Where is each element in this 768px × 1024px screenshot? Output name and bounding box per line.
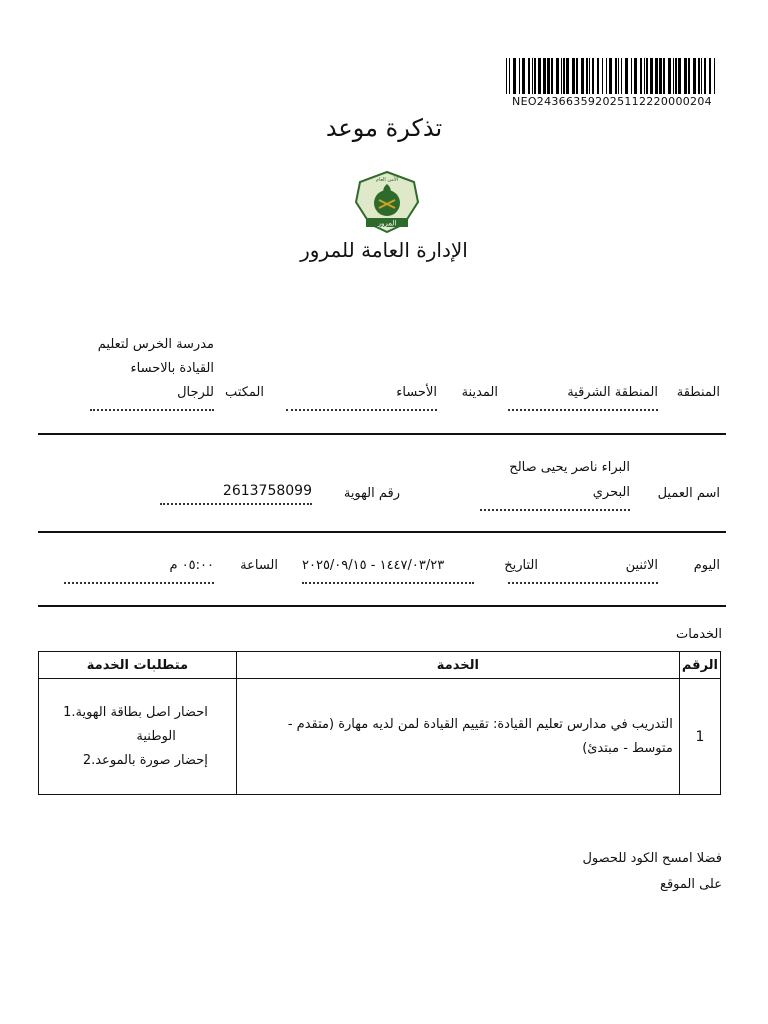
barcode-bar	[709, 58, 711, 94]
time-label: الساعة	[240, 558, 278, 573]
barcode-bar	[513, 58, 516, 94]
barcode-bar	[675, 58, 677, 94]
barcode-bar	[701, 58, 702, 94]
barcode-bar	[650, 58, 653, 94]
divider-3	[38, 605, 726, 607]
barcode-bar	[519, 58, 520, 94]
barcode-bar	[563, 58, 565, 94]
barcode-bar	[698, 58, 700, 94]
service-description	[236, 679, 679, 795]
barcode-number: NEO243663592025112220000204	[512, 95, 712, 108]
barcode-bar	[615, 58, 617, 94]
barcode-bar	[547, 58, 550, 94]
requirement-2: إحضار صورة بالموعد2.	[82, 752, 208, 768]
barcode-bar	[684, 58, 687, 94]
barcode-bar	[589, 58, 590, 94]
barcode-bar	[668, 58, 671, 94]
barcode-bar	[606, 58, 607, 94]
id-label: رقم الهوية	[343, 486, 400, 501]
barcode-bar	[509, 58, 510, 94]
barcode-bar	[693, 58, 696, 94]
traffic-department-logo	[352, 170, 422, 234]
barcode-bar	[625, 58, 628, 94]
col-requirements-header: متطلبات الخدمة	[39, 652, 237, 679]
date-value: ١٤٤٧/٠٣/٢٣ - ٢٠٢٥/٠٩/١٥	[302, 558, 474, 584]
table-row	[39, 679, 721, 795]
barcode-bar	[663, 58, 665, 94]
barcode-bar	[572, 58, 575, 94]
city-value: الأحساء	[286, 385, 437, 411]
requirement-1-cont: الوطنية	[136, 728, 176, 744]
barcode-bar	[704, 58, 706, 94]
logo-text-top: الأمن العام	[375, 177, 399, 183]
office-label: المكتب	[225, 385, 264, 400]
barcode-bar	[644, 58, 645, 94]
day-label: اليوم	[693, 558, 720, 573]
barcode-bar	[688, 58, 690, 94]
customer-name-line1: البراء ناصر يحيى صالح	[509, 460, 630, 475]
barcode-bar	[532, 58, 533, 94]
barcode-bar	[621, 58, 622, 94]
barcode-bar	[659, 58, 662, 94]
ticket-title: تذكرة موعد	[325, 114, 443, 142]
barcode-bar	[534, 58, 536, 94]
service-number: 1	[679, 679, 720, 795]
divider-1	[38, 433, 726, 435]
barcode-bar	[538, 58, 541, 94]
barcode-bar	[592, 58, 594, 94]
service-line2: متوسط - مبتدئ)	[582, 740, 673, 756]
barcode-bar	[556, 58, 559, 94]
barcode-bar	[634, 58, 637, 94]
department-name: الإدارة العامة للمرور	[300, 238, 468, 262]
barcode-bar	[551, 58, 553, 94]
barcode-bar	[561, 58, 562, 94]
barcode-bar	[543, 58, 546, 94]
logo-text-bottom: المرور	[377, 219, 397, 228]
office-value-line1: مدرسة الخرس لتعليم	[97, 337, 214, 352]
region-value: المنطقة الشرقية	[508, 385, 658, 411]
barcode-bar	[714, 58, 715, 94]
barcode-bar	[602, 58, 603, 94]
day-value: الاثنين	[508, 558, 658, 584]
services-table	[38, 651, 721, 795]
barcode-bar	[631, 58, 632, 94]
id-value: 2613758099	[160, 483, 312, 505]
barcode-bar	[566, 58, 569, 94]
scan-instruction-line1: فضلا امسح الكود للحصول	[582, 851, 722, 866]
service-requirements	[39, 679, 237, 795]
service-line1: التدريب في مدارس تعليم القيادة: تقييم القيادة لمن لديه مهارة (متقدم -	[287, 716, 673, 732]
barcode-bar	[609, 58, 612, 94]
barcode-bar	[646, 58, 648, 94]
barcode-bar	[522, 58, 525, 94]
barcode-bar	[576, 58, 578, 94]
customer-name-line2: البحري	[480, 485, 630, 511]
time-value: ٠٥:٠٠ م	[64, 558, 214, 584]
scan-instruction-line2: على الموقع	[660, 877, 722, 892]
city-label: المدينة	[461, 385, 498, 400]
barcode-bar	[581, 58, 584, 94]
date-label: التاريخ	[504, 558, 538, 573]
requirement-1: احضار اصل بطاقة الهوية1.	[63, 704, 208, 720]
barcode-bar	[678, 58, 681, 94]
services-title: الخدمات	[676, 627, 722, 642]
col-number-header: الرقم	[679, 652, 720, 679]
barcode-bar	[655, 58, 658, 94]
office-value-line3: للرجال	[90, 385, 214, 411]
region-label: المنطقة	[676, 385, 720, 400]
office-value-line2: القيادة بالاحساء	[130, 361, 214, 376]
col-service-header: الخدمة	[236, 652, 679, 679]
services-header-row	[39, 652, 721, 679]
barcode	[506, 58, 718, 94]
barcode-bar	[673, 58, 674, 94]
divider-2	[38, 531, 726, 533]
barcode-bar	[528, 58, 530, 94]
barcode-bar	[506, 58, 507, 94]
barcode-bar	[586, 58, 588, 94]
barcode-bar	[618, 58, 619, 94]
barcode-bar	[640, 58, 642, 94]
customer-name-label: اسم العميل	[657, 486, 720, 501]
barcode-bar	[597, 58, 599, 94]
